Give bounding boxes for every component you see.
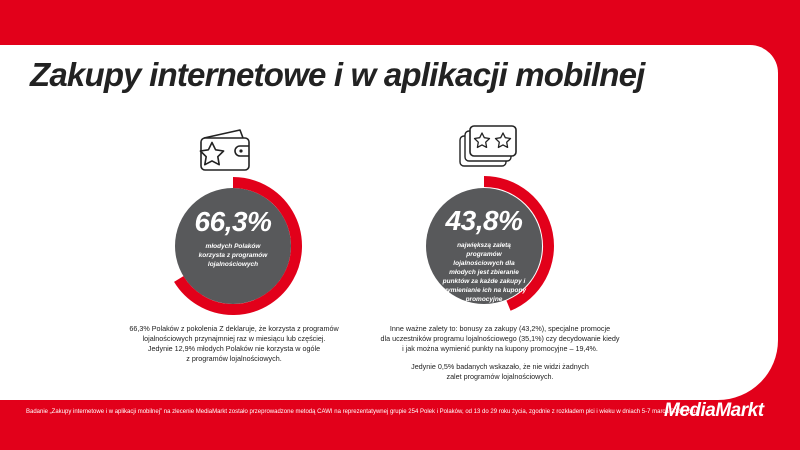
description-line: zalet programów lojalnościowych. — [446, 372, 554, 381]
description-line: i jak można wymienić punkty na kupony promocyjne – 19,4%. — [402, 344, 598, 353]
description-line: z programów lojalnościowych. — [186, 354, 282, 363]
stat-caption: największą zaletą programów lojalnościowych dla młodych jest zbieranie punktów za każde zakupy i wymienianie ich na kupony promocyjne — [441, 242, 527, 303]
wallet-star-icon — [196, 128, 258, 174]
stat-value: 66,3% — [194, 206, 272, 237]
stat-donut-left — [163, 176, 303, 316]
stat-value: 43,8% — [445, 205, 523, 236]
description-line: dla uczestników programu lojalnościowego (35,1%) czy decydowanie kiedy — [380, 334, 620, 343]
mediamarkt-logo: MediaMarkt — [664, 400, 764, 421]
stat-description-left — [114, 324, 354, 364]
description-line: Jedynie 12,9% młodych Polaków nie korzysta w ogóle — [147, 344, 321, 353]
description-line: lojalnościowych przynajmniej raz w miesiącu lub częściej. — [142, 334, 326, 343]
stat-caption: młodych Polaków korzysta z programów lojalnościowych — [198, 243, 268, 268]
voucher-stars-icon — [456, 124, 520, 170]
stat-description-right — [366, 324, 634, 382]
stat-donut-right — [413, 175, 555, 317]
description-line: Jedynie 0,5% badanych wskazało, że nie widzi żadnych — [411, 362, 589, 371]
page-title: Zakupy internetowe i w aplikacji mobilnej — [30, 56, 645, 93]
survey-footnote: Badanie „Zakupy internetowe i w aplikacji mobilnej” na zlecenie MediaMarkt zostało przeprowadzone metodą CAWI na reprezentatywnej grupie 254 Polek i Polaków, od 13 do 29 roku życia, zgodnie z rozkładem płci i wieku w dniach 5-7 marca 2024 roku. — [26, 409, 699, 415]
description-line: Inne ważne zalety to: bonusy za zakupy (43,2%), specjalne promocje — [389, 324, 611, 333]
description-line: 66,3% Polaków z pokolenia Z deklaruje, że korzysta z programów — [129, 324, 339, 333]
